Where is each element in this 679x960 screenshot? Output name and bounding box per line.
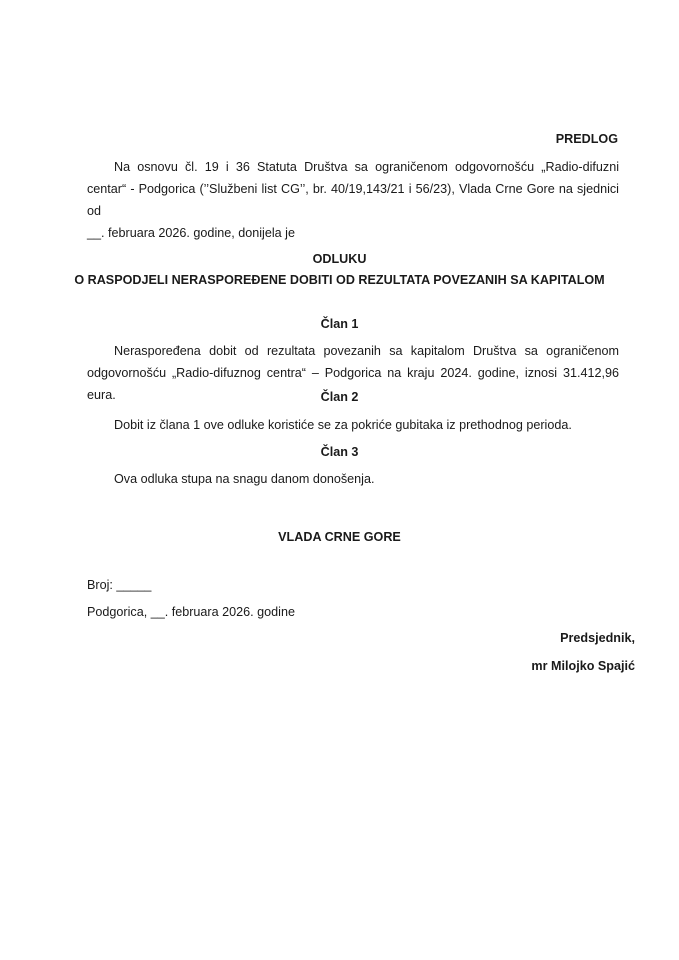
article-3-text: Ova odluka stupa na snagu danom donošenja.	[114, 472, 375, 486]
article-1-line: odgovornošću „Radio-difuznog centra“ – Podgorica na kraju 2024. godine, iznosi 31.412,96 eura.	[87, 366, 619, 402]
article-3-heading: Član 3	[320, 445, 359, 459]
intro-line: centar“ - Podgorica (’’Službeni list CG’’, br. 40/19,143/21 i 56/23), Vlada Crne Gore na sjednici od	[87, 182, 619, 218]
signature-title: Predsjednik,	[560, 631, 635, 645]
article-1-heading: Član 1	[320, 317, 359, 331]
article-1-line: Neraspoređena dobit od rezultata povezanih sa kapitalom Društva sa ograničenom	[114, 344, 619, 358]
signature-name: mr Milojko Spajić	[531, 659, 635, 673]
issuer-name: VLADA CRNE GORE	[278, 530, 401, 544]
reference-number: Broj: _____	[87, 578, 152, 592]
article-2-text: Dobit iz člana 1 ove odluke koristiće se za pokriće gubitaka iz prethodnog perioda.	[114, 418, 572, 432]
intro-line: __. februara 2026. godine, donijela je	[87, 226, 295, 240]
decision-subtitle: O RASPODJELI NERASPOREĐENE DOBITI OD REZULTATA POVEZANIH SA KAPITALOM	[74, 273, 605, 287]
article-2-heading: Član 2	[320, 390, 359, 404]
place-date: Podgorica, __. februara 2026. godine	[87, 605, 295, 619]
intro-line: Na osnovu čl. 19 i 36 Statuta Društva sa ograničenom odgovornošću „Radio-difuzni	[114, 160, 619, 174]
intro-paragraph	[87, 156, 619, 244]
decision-title: ODLUKU	[312, 252, 367, 266]
proposal-label: PREDLOG	[555, 132, 618, 146]
